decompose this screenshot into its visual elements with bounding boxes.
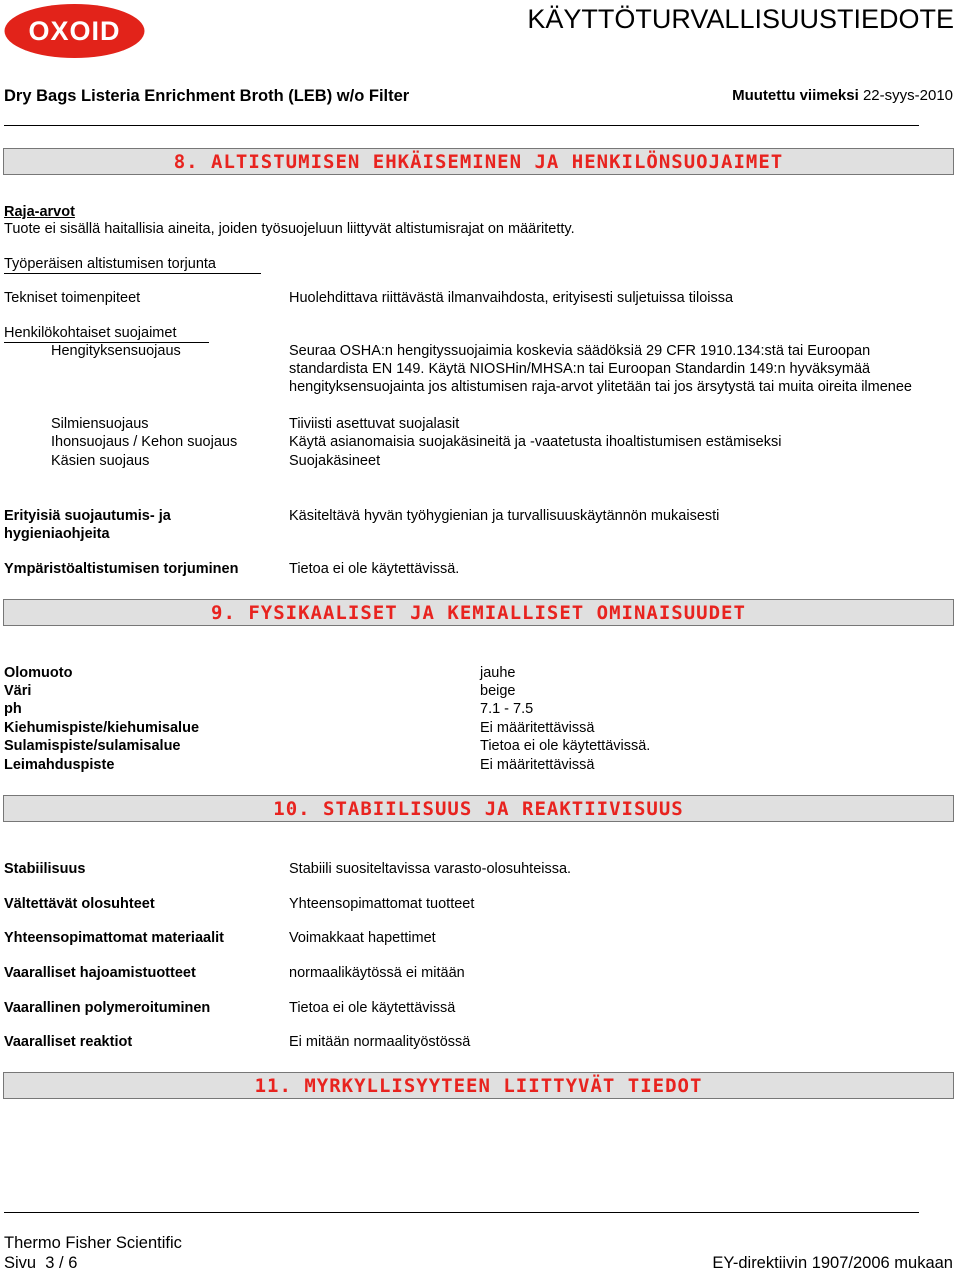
- limits-heading: Raja-arvot: [4, 204, 75, 220]
- property-label: Leimahduspiste: [4, 757, 115, 773]
- revision-info: [732, 87, 953, 104]
- exposure-heading: Työperäisen altistumisen torjunta: [4, 256, 216, 272]
- hygiene-label-line1: Erityisiä suojautumis- ja: [4, 508, 171, 524]
- footer-company: Thermo Fisher Scientific: [4, 1234, 182, 1252]
- section-9-title: 9. FYSIKAALISET JA KEMIALLISET OMINAISUUDET: [211, 601, 746, 624]
- section-11-header: [3, 1072, 954, 1099]
- section-11-title: 11. MYRKYLLISYYTEEN LIITTYVÄT TIEDOT: [254, 1074, 703, 1097]
- document-title: KÄYTTÖTURVALLISUUSTIEDOTE: [527, 4, 954, 34]
- property-value: Ei määritettävissä: [480, 720, 595, 736]
- property-label: Kiehumispiste/kiehumisalue: [4, 720, 200, 736]
- footer-divider: [4, 1212, 919, 1213]
- engineering-label: Tekniset toimenpiteet: [4, 290, 141, 306]
- engineering-value: Huolehdittava riittävästä ilmanvaihdosta, erityisesti suljetuissa tiloissa: [289, 290, 734, 306]
- property-value: Tietoa ei ole käytettävissä.: [480, 738, 651, 754]
- section-8-title: 8. ALTISTUMISEN EHKÄISEMINEN JA HENKILÖNSUOJAIMET: [173, 150, 784, 173]
- stability-value: Stabiili suositeltavissa varasto-olosuhteissa.: [289, 861, 572, 877]
- eye-value: Tiiviisti asettuvat suojalasit: [289, 416, 460, 432]
- stability-label: Vaaralliset hajoamistuotteet: [4, 965, 196, 981]
- section-10-header: [3, 795, 954, 822]
- stability-label: Vaarallinen polymeroituminen: [4, 1000, 211, 1016]
- section-9-header: [3, 599, 954, 626]
- section-8-header: [3, 148, 954, 175]
- footer-directive: EY-direktiivin 1907/2006 mukaan: [712, 1254, 953, 1272]
- revised-date: 22-syys-2010: [862, 87, 953, 104]
- stability-value: Ei mitään normaalityöstössä: [289, 1034, 471, 1050]
- ppe-heading: Henkilökohtaiset suojaimet: [4, 325, 177, 341]
- stability-label: Yhteensopimattomat materiaalit: [4, 930, 224, 946]
- hand-value: Suojakäsineet: [289, 453, 381, 469]
- skin-label: Ihonsuojaus / Kehon suojaus: [51, 434, 238, 450]
- hand-label: Käsien suojaus: [51, 453, 150, 469]
- eye-label: Silmiensuojaus: [51, 416, 149, 432]
- property-value: jauhe: [480, 665, 516, 681]
- footer-page-number: Sivu 3 / 6: [4, 1254, 78, 1272]
- revised-label: Muutettu viimeksi: [732, 87, 859, 104]
- exposure-heading-underline: [4, 273, 261, 274]
- skin-value: Käytä asianomaisia suojakäsineitä ja -vaatetusta ihoaltistumisen estämiseksi: [289, 434, 782, 450]
- property-label: Väri: [4, 683, 32, 699]
- section-10-title: 10. STABIILISUUS JA REAKTIIVISUUS: [273, 797, 684, 820]
- environmental-value: Tietoa ei ole käytettävissä.: [289, 561, 460, 577]
- stability-value: Voimakkaat hapettimet: [289, 930, 436, 946]
- oxoid-logo: [3, 3, 146, 59]
- stability-value: Tietoa ei ole käytettävissä: [289, 1000, 456, 1016]
- stability-value: normaalikäytössä ei mitään: [289, 965, 465, 981]
- hygiene-label-line2: hygieniaohjeita: [4, 526, 110, 542]
- property-value: Ei määritettävissä: [480, 757, 595, 773]
- property-value: 7.1 - 7.5: [480, 701, 534, 717]
- logo-text: OXOID: [28, 16, 121, 46]
- property-label: ph: [4, 701, 22, 717]
- property-label: Olomuoto: [4, 665, 73, 681]
- respiratory-label: Hengityksensuojaus: [51, 343, 181, 359]
- hygiene-value: Käsiteltävä hyvän työhygienian ja turvallisuuskäytännön mukaisesti: [289, 508, 720, 524]
- property-value: beige: [480, 683, 516, 699]
- stability-label: Stabiilisuus: [4, 861, 86, 877]
- environmental-label: Ympäristöaltistumisen torjuminen: [4, 561, 239, 577]
- stability-label: Vaaralliset reaktiot: [4, 1034, 133, 1050]
- limits-text: Tuote ei sisällä haitallisia aineita, joiden työsuojeluun liittyvät altistumisrajat on määritetty.: [4, 221, 575, 237]
- respiratory-value: Seuraa OSHA:n hengityssuojaimia koskevia säädöksiä 29 CFR 1910.134:stä tai Euroopan standardista EN 149. Käytä NIOSHin/MHSA:n tai Euroopan Standardin 149:n hyväksymää hengityksensuojainta jos altistumisen raja-arvot ylitetään tai jos ärsytystä tai muita oireita ilmenee: [289, 343, 912, 395]
- stability-value: Yhteensopimattomat tuotteet: [289, 896, 475, 912]
- property-label: Sulamispiste/sulamisalue: [4, 738, 181, 754]
- product-name: Dry Bags Listeria Enrichment Broth (LEB) w/o Filter: [4, 87, 410, 105]
- stability-label: Vältettävät olosuhteet: [4, 896, 155, 912]
- header-divider: [4, 125, 919, 126]
